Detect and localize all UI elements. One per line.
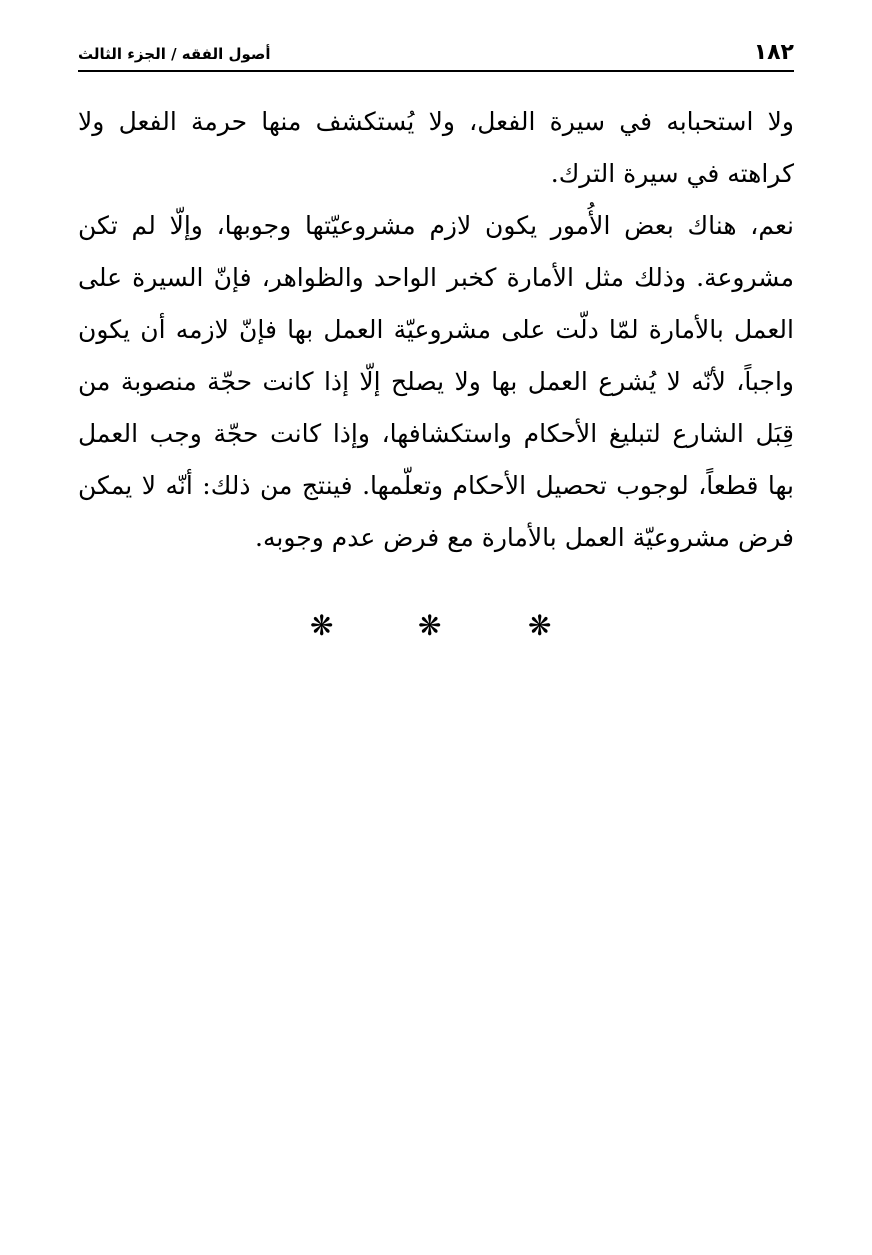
- body-text: [78, 96, 794, 564]
- paragraph: ولا استحبابه في سيرة الفعل، ولا يُستكشف منها حرمة الفعل ولا كراهته في سيرة الترك.: [78, 107, 794, 188]
- page-header: [78, 36, 794, 72]
- paragraph: نعم، هناك بعض الأُمور يكون لازم مشروعيّتها وجوبها، وإلّا لم تكن مشروعة. وذلك مثل الأمارة كخبر الواحد والظواهر، فإنّ السيرة على العمل بالأمارة لمّا دلّت على مشروعيّة العمل بها فإنّ لازمه أن يكون واجباً، لأنّه لا يُشرع العمل بها ولا يصلح إلّا إذا كانت حجّة منصوبة من قِبَل الشارع لتبليغ الأحكام واستكشافها، وإذا كانت حجّة وجب العمل بها قطعاً، لوجوب تحصيل الأحكام وتعلّمها. فينتج من ذلك: أنّه لا يمكن فرض مشروعيّة العمل بالأمارة مع فرض عدم وجوبه.: [78, 211, 794, 552]
- ornament-flower-icon: ❋: [310, 609, 334, 642]
- running-title: أصول الفقه / الجزء الثالث: [78, 45, 271, 63]
- section-divider-ornaments: [78, 606, 794, 646]
- ornament-flower-icon: ❋: [528, 609, 552, 642]
- page-number: ١٨٢: [753, 40, 794, 65]
- ornament-flower-icon: ❋: [418, 609, 442, 642]
